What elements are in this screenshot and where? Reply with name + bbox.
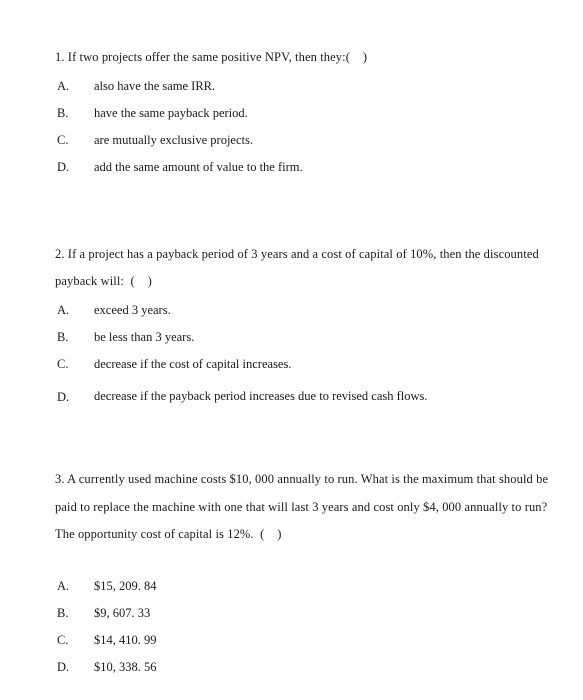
question-2-stem: 2. If a project has a payback period of 3 years and a cost of capital of 10%, then the discounted payback will: ( ): [55, 247, 543, 288]
option-letter: C.: [57, 633, 69, 647]
option-text: decrease if the payback period increases due to revised cash flows.: [94, 389, 428, 403]
option-letter: C.: [57, 357, 69, 371]
option-letter: B.: [57, 330, 69, 344]
question-3: [55, 466, 565, 674]
option-letter: C.: [57, 133, 69, 147]
option-text: are mutually exclusive projects.: [94, 133, 253, 147]
option-text: $10, 338. 56: [94, 660, 157, 674]
option-text: $15, 209. 84: [94, 579, 157, 593]
option-letter: B.: [57, 106, 69, 120]
option-text: add the same amount of value to the firm.: [94, 160, 303, 174]
question-3-stem: 3. A currently used machine costs $10, 000 annually to run. What is the maximum that should be paid to replace the machine with one that will last 3 years and cost only $4, 000 annually to run? The opportunity cost of capital is 12%. ( ): [55, 472, 552, 541]
option-letter: A.: [57, 579, 70, 593]
option-letter: D.: [57, 390, 70, 404]
option-text: exceed 3 years.: [94, 303, 171, 317]
option-text: have the same payback period.: [94, 106, 248, 120]
option-letter: A.: [57, 79, 70, 93]
question-2: [55, 241, 565, 404]
option-text: also have the same IRR.: [94, 79, 216, 93]
option-text: decrease if the cost of capital increases.: [94, 357, 292, 371]
option-letter: D.: [57, 160, 70, 174]
option-letter: A.: [57, 303, 70, 317]
option-text: $9, 607. 33: [94, 606, 151, 620]
option-text: be less than 3 years.: [94, 330, 195, 344]
question-1: [55, 44, 565, 174]
question-1-stem: 1. If two projects offer the same positive NPV, then they:( ): [55, 50, 368, 64]
option-letter: D.: [57, 660, 70, 674]
option-letter: B.: [57, 606, 69, 620]
option-text: $14, 410. 99: [94, 633, 157, 647]
